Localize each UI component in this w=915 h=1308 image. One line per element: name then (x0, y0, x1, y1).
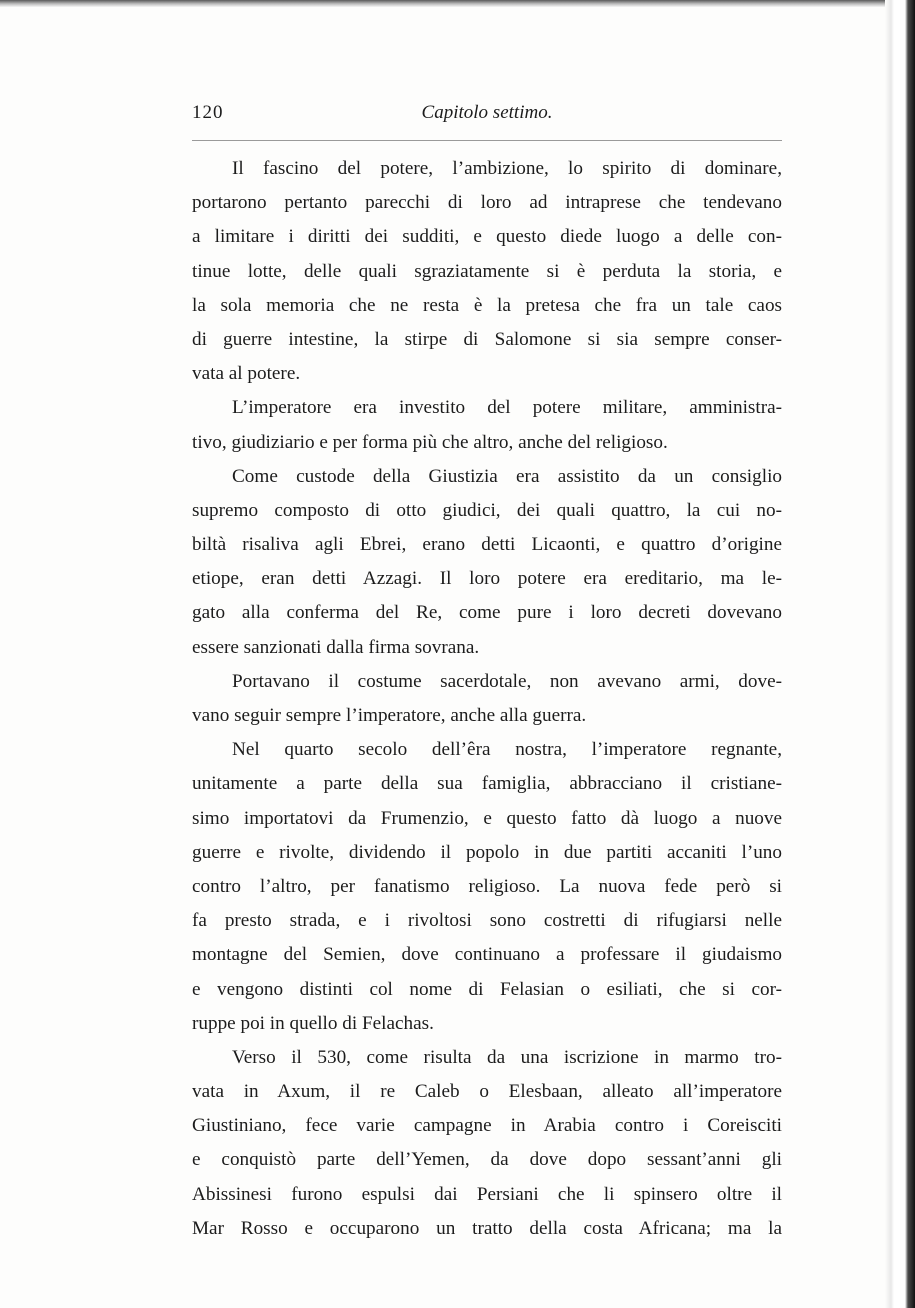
text-line: fa presto strada, e i rivoltosi sono costretti di rifugiarsi nelle (192, 910, 782, 932)
text-line: la sola memoria che ne resta è la pretesa che fra un tale caos (192, 294, 782, 316)
text-line: Portavano il costume sacerdotale, non avevano armi, dove- (232, 670, 782, 692)
text-line: a limitare i diritti dei sudditi, e questo diede luogo a delle con- (192, 226, 782, 248)
text-line: tinue lotte, delle quali sgraziatamente si è perduta la storia, e (192, 260, 782, 282)
paragraph (192, 460, 782, 665)
text-line: e vengono distinti col nome di Felasian o esiliati, che si cor- (192, 978, 782, 1000)
text-line: portarono pertanto parecchi di loro ad intraprese che tendevano (192, 192, 782, 214)
text-line: vata in Axum, il re Caleb o Elesbaan, alleato all’imperatore (192, 1081, 782, 1103)
text-line: biltà risaliva agli Ebrei, erano detti Licaonti, e quattro d’origine (192, 534, 782, 556)
text-line: ruppe poi in quello di Felachas. (192, 1012, 434, 1034)
text-line: Il fascino del potere, l’ambizione, lo spirito di dominare, (232, 158, 782, 179)
body-text (192, 152, 782, 1246)
text-line: Come custode della Giustizia era assistito da un consiglio (232, 465, 782, 487)
page-top-edge-shadow (0, 0, 915, 7)
text-line: L’imperatore era investito del potere militare, amministra- (232, 397, 782, 419)
text-line: unitamente a parte della sua famiglia, abbracciano il cristiane- (192, 773, 782, 795)
text-line: supremo composto di otto giudici, dei quali quattro, la cui no- (192, 499, 782, 521)
header-rule (192, 140, 782, 141)
page-right-edge-shadow (885, 0, 915, 1308)
text-line: Verso il 530, come risulta da una iscrizione in marmo tro- (232, 1046, 782, 1068)
paragraph (192, 152, 782, 391)
text-line: vata al potere. (192, 363, 301, 385)
running-head: Capitolo settimo. (421, 102, 553, 123)
paragraph (192, 665, 782, 733)
text-line: guerre e rivolte, dividendo il popolo in due partiti accaniti l’uno (192, 841, 782, 863)
text-line: etiope, eran detti Azzagi. Il loro potere era ereditario, ma le- (192, 568, 782, 590)
text-line: vano seguir sempre l’imperatore, anche alla guerra. (192, 705, 587, 726)
paragraph (192, 391, 782, 459)
paragraph (192, 733, 782, 1041)
text-line: Abissinesi furono espulsi dai Persiani che li spinsero oltre il (192, 1183, 782, 1205)
page-header (192, 102, 782, 132)
paragraph (192, 1041, 782, 1246)
text-line: e conquistò parte dell’Yemen, da dove dopo sessant’anni gli (192, 1149, 782, 1171)
text-line: Mar Rosso e occuparono un tratto della costa Africana; ma la (192, 1217, 782, 1239)
text-line: Giustiniano, fece varie campagne in Arabia contro i Coreisciti (192, 1115, 782, 1137)
text-line: Nel quarto secolo dell’êra nostra, l’imperatore regnante, (232, 739, 782, 761)
text-line: di guerre intestine, la stirpe di Salomone si sia sempre conser- (192, 328, 782, 350)
page-number: 120 (192, 102, 224, 123)
text-line: tivo, giudiziario e per forma più che altro, anche del religioso. (192, 431, 668, 453)
text-line: simo importatovi da Frumenzio, e questo fatto dà luogo a nuove (192, 807, 782, 829)
text-line: gato alla conferma del Re, come pure i loro decreti dovevano (192, 602, 782, 624)
text-line: essere sanzionati dalla firma sovrana. (192, 636, 480, 658)
text-line: contro l’altro, per fanatismo religioso. La nuova fede però si (192, 875, 782, 897)
text-line: montagne del Semien, dove continuano a professare il giudaismo (192, 944, 782, 966)
